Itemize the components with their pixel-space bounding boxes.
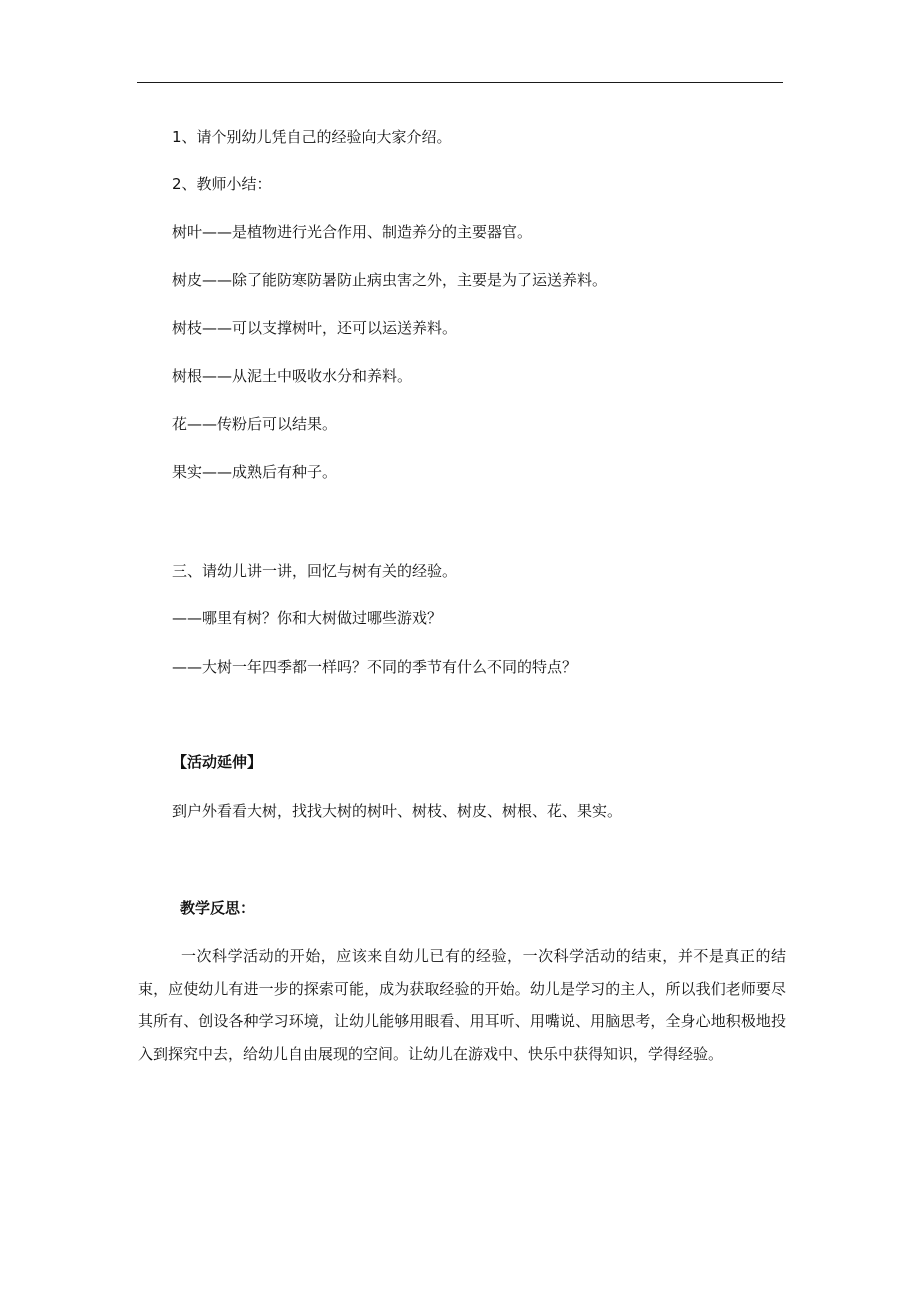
summary-flower: 花——传粉后可以结果。 [172, 415, 338, 433]
summary-leaf: 树叶——是植物进行光合作用、制造养分的主要器官。 [172, 223, 533, 241]
header-rule [137, 82, 783, 83]
section-3-heading: 三、请幼儿讲一讲，回忆与树有关的经验。 [172, 562, 458, 580]
summary-fruit: 果实——成熟后有种子。 [172, 463, 338, 481]
summary-branch: 树枝——可以支撑树叶，还可以运送养料。 [172, 319, 458, 337]
section-3-question-1: ——哪里有树？你和大树做过哪些游戏？ [172, 609, 443, 627]
summary-bark: 树皮——除了能防寒防暑防止病虫害之外，主要是为了运送养料。 [172, 271, 608, 289]
reflection-title: 教学反思： [180, 899, 256, 917]
intro-item-2: 2、教师小结： [172, 175, 272, 193]
section-3-question-2: ——大树一年四季都一样吗？不同的季节有什么不同的特点？ [172, 658, 578, 676]
intro-item-1: 1、请个别幼儿凭自己的经验向大家介绍。 [172, 128, 452, 146]
summary-root: 树根——从泥土中吸收水分和养料。 [172, 367, 413, 385]
extension-text: 到户外看看大树，找找大树的树叶、树枝、树皮、树根、花、果实。 [172, 802, 623, 820]
reflection-paragraph: 一次科学活动的开始，应该来自幼儿已有的经验，一次科学活动的结束，并不是真正的结束，应使幼儿有进一步的探索可能，成为获取经验的开始。幼儿是学习的主人，所以我们老师要尽其所有、创设各种学习环境，让幼儿能够用眼看、用耳听、用嘴说、用脑思考，全身心地积极地投入到探究中去，给幼儿自由展现的空间。让幼儿在游戏中、快乐中获得知识，学得经验。 [138, 947, 786, 1063]
extension-title: 【活动延伸】 [172, 753, 263, 771]
